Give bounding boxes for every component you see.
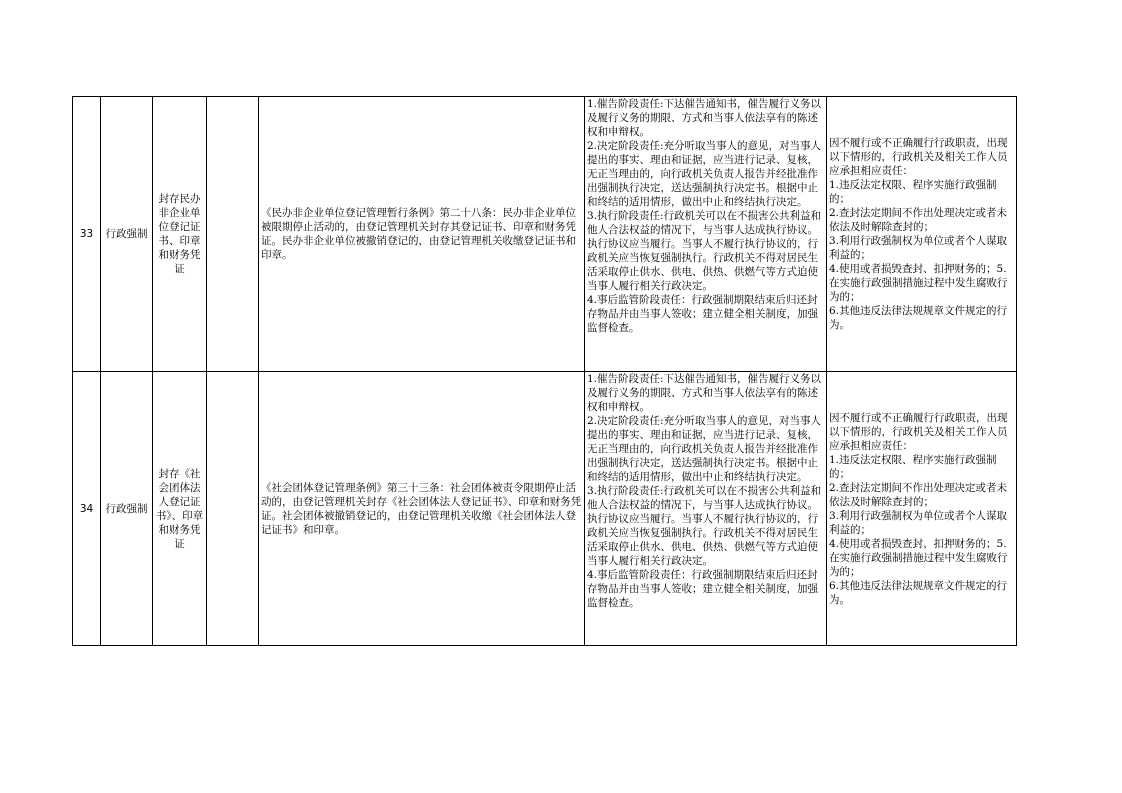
accountability-item: 2.查封法定期间不作出处理决定或者未依法及时解除查封的； bbox=[829, 207, 1008, 233]
responsibility-item: 3.执行阶段责任:行政机关可以在不损害公共利益和他人合法权益的情况下，与当事人达成执行协议。执行协议应当履行。当事人不履行执行协议的，行政机关应当恢复强制执行。行政机关不得对居民生活采取停止供水、供电、供热、供燃气等方式迫使当事人履行相关行政决定。 bbox=[587, 485, 822, 567]
accountability-item: 因不履行或不正确履行行政职责，出现以下情形的，行政机关及相关工作人员应承担相应责任： bbox=[829, 137, 1008, 177]
responsibility-item: 1.催告阶段责任:下达催告通知书，催告履行义务以及履行义务的期限、方式和当事人依法享有的陈述权和申辩权。 bbox=[587, 98, 822, 138]
accountability-item: 4.使用或者损毁查封、扣押财务的；5.在实施行政强制措施过程中发生腐败行为的； bbox=[829, 263, 1008, 303]
responsibility-item: 1.催告阶段责任:下达催告通知书，催告履行义务以及履行义务的期限、方式和当事人依法享有的陈述权和申辩权。 bbox=[587, 373, 822, 413]
accountability-item: 因不履行或不正确履行行政职责，出现以下情形的，行政机关及相关工作人员应承担相应责任： bbox=[829, 411, 1008, 452]
table-row bbox=[73, 372, 1017, 646]
accountability-item: 2.查封法定期间不作出处理决定或者未依法及时解除查封的； bbox=[829, 481, 1008, 508]
row-number: 34 bbox=[73, 372, 101, 646]
accountability-item: 6.其他违反法律法规规章文件规定的行为。 bbox=[829, 305, 1008, 331]
accountability-item: 3.利用行政强制权为单位或者个人谋取利益的； bbox=[829, 509, 1008, 536]
legal-basis: 《民办非企业单位登记管理暂行条例》第二十八条：民办非企业单位被限期停止活动的，由登记管理机关封存其登记证书、印章和财务凭证。民办非企业单位被撤销登记的，由登记管理机关收缴登记证书和印章。 bbox=[259, 97, 585, 372]
sub-item-cell bbox=[207, 372, 259, 646]
responsibility-item: 2.决定阶段责任:充分听取当事人的意见，对当事人提出的事实、理由和证据，应当进行记录、复核，无正当理由的，向行政机关负责人报告并经批准作出强制执行决定，送达强制执行决定书。根据中止和终结的适用情形，做出中止和终结执行决定。 bbox=[587, 140, 822, 208]
power-name: 封存《社会团体法人登记证书》、印章和财务凭证 bbox=[153, 372, 207, 646]
responsibility-items bbox=[585, 97, 827, 372]
power-type: 行政强制 bbox=[101, 372, 153, 646]
accountability-item: 1.违反法定权限、程序实施行政强制的； bbox=[829, 179, 997, 205]
responsibility-item: 3.执行阶段责任:行政机关可以在不损害公共利益和他人合法权益的情况下，与当事人达成执行协议。执行协议应当履行。当事人不履行执行协议的，行政机关应当恢复强制执行。行政机关不得对居民生活采取停止供水、供电、供热、供燃气等方式迫使当事人履行相关行政决定。 bbox=[587, 210, 822, 292]
power-name: 封存民办非企业单位登记证书、印章和财务凭证 bbox=[153, 97, 207, 372]
accountability-item: 6.其他违反法律法规规章文件规定的行为。 bbox=[829, 579, 1008, 606]
responsibility-item: 4.事后监管阶段责任：行政强制期限结束后归还封存物品并由当事人签收；建立健全相关制度，加强监督检查。 bbox=[587, 569, 818, 609]
legal-basis: 《社会团体登记管理条例》第三十三条：社会团体被责令限期停止活动的，由登记管理机关封存《社会团体法人登记证书》、印章和财务凭证。社会团体被撤销登记的，由登记管理机关收缴《社会团体法人登记证书》和印章。 bbox=[259, 372, 585, 646]
responsibility-item: 2.决定阶段责任:充分听取当事人的意见，对当事人提出的事实、理由和证据，应当进行记录、复核，无正当理由的，向行政机关负责人报告并经批准作出强制执行决定，送达强制执行决定书。根据中止和终结的适用情形，做出中止和终结执行决定。 bbox=[587, 415, 822, 483]
responsibility-items bbox=[585, 372, 827, 646]
table-row bbox=[73, 97, 1017, 372]
accountability-item: 4.使用或者损毁查封、扣押财务的；5.在实施行政强制措施过程中发生腐败行为的； bbox=[829, 537, 1008, 578]
power-type: 行政强制 bbox=[101, 97, 153, 372]
responsibility-item: 4.事后监管阶段责任：行政强制期限结束后归还封存物品并由当事人签收；建立健全相关制度，加强监督检查。 bbox=[587, 294, 818, 334]
accountability-items bbox=[827, 372, 1017, 646]
accountability-item: 3.利用行政强制权为单位或者个人谋取利益的； bbox=[829, 235, 1008, 261]
power-list-table bbox=[72, 96, 1017, 646]
accountability-items bbox=[827, 97, 1017, 372]
sub-item-cell bbox=[207, 97, 259, 372]
accountability-item: 1.违反法定权限、程序实施行政强制的； bbox=[829, 453, 997, 480]
row-number: 33 bbox=[73, 97, 101, 372]
